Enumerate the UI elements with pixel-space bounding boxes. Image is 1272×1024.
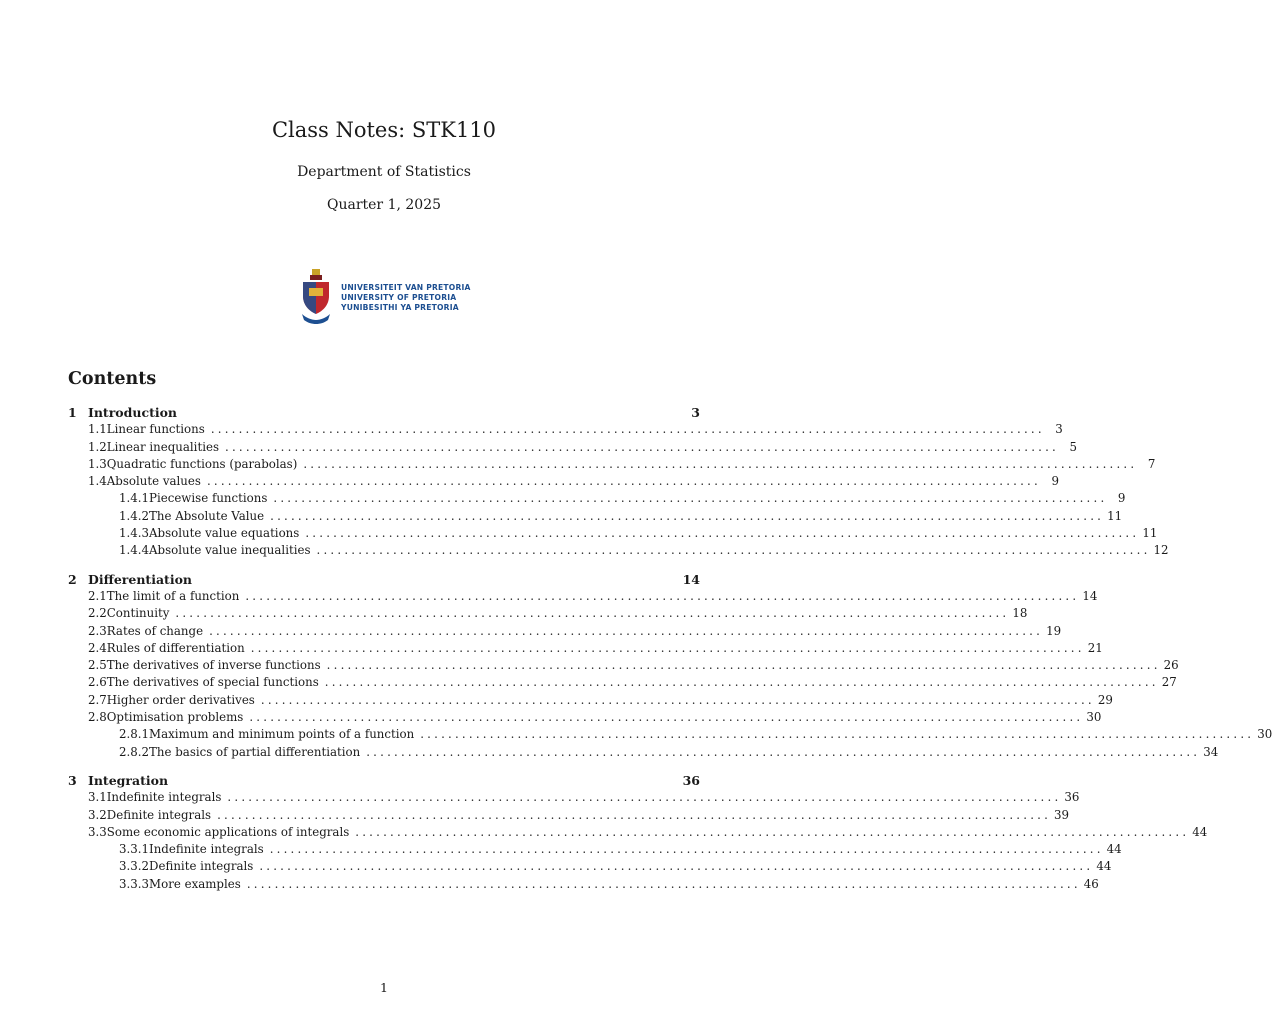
page-number: 1 bbox=[380, 980, 388, 995]
toc-entry-title: More examples bbox=[149, 876, 241, 891]
document-date: Quarter 1, 2025 bbox=[326, 197, 442, 213]
toc-chapter-1[interactable] bbox=[68, 404, 700, 421]
toc-page-number: 30 bbox=[1086, 710, 1102, 725]
toc-chapter-number: 3 bbox=[68, 772, 77, 788]
toc-entry[interactable]: 3.1 Indefinite integrals ........................................................................................................................ 36 bbox=[68, 789, 700, 806]
toc-entry-number: 1.1 bbox=[88, 422, 107, 437]
toc-entry-title: The Absolute Value bbox=[149, 508, 265, 523]
toc-entry-number: 2.7 bbox=[88, 692, 107, 707]
toc-page-number: 19 bbox=[1046, 623, 1062, 638]
toc-entry-title: Absolute value equations bbox=[149, 526, 300, 541]
toc-entry-number: 1.2 bbox=[88, 439, 107, 454]
toc-entry-number: 1.4.2 bbox=[119, 508, 150, 523]
toc-entry-number: 2.2 bbox=[88, 606, 107, 621]
toc-page-number: 14 bbox=[682, 571, 700, 587]
toc-page-number: 36 bbox=[682, 772, 700, 788]
department-name: Department of Statistics bbox=[297, 164, 471, 180]
toc-entry[interactable]: 2.2 Continuity ........................................................................................................................ 18 bbox=[68, 605, 700, 622]
logo-text-english: UNIVERSITY OF PRETORIA bbox=[341, 293, 457, 302]
toc-page-number: 21 bbox=[1087, 640, 1103, 655]
document-title: Class Notes: STK110 bbox=[271, 118, 497, 142]
toc-entry-title: The derivatives of special functions bbox=[106, 675, 319, 690]
toc-entry-number: 2.3 bbox=[88, 623, 107, 638]
toc-entry-title: Maximum and minimum points of a function bbox=[149, 727, 415, 742]
toc-entry-title: Some economic applications of integrals bbox=[106, 824, 350, 839]
toc-page-number: 18 bbox=[1012, 606, 1028, 621]
toc-entry-number: 2.6 bbox=[88, 675, 107, 690]
toc-entry[interactable]: 3.3 Some economic applications of integrals ........................................................................................................................ 44 bbox=[68, 824, 700, 841]
toc-entry[interactable]: 1.2 Linear inequalities ........................................................................................................................ 5 bbox=[68, 439, 700, 456]
toc-entry-number: 3.3.3 bbox=[119, 876, 150, 891]
toc-page-number: 9 bbox=[1051, 474, 1059, 489]
toc-page-number: 30 bbox=[1257, 727, 1272, 742]
toc-page-number: 11 bbox=[1142, 526, 1158, 541]
toc-entry-number: 3.3.2 bbox=[119, 859, 150, 874]
toc-entry[interactable]: 3.3.3 More examples ........................................................................................................................ 46 bbox=[68, 876, 700, 893]
toc-entry-number: 1.4 bbox=[88, 474, 107, 489]
toc-page-number: 46 bbox=[1083, 876, 1099, 891]
toc-entry-title: Linear functions bbox=[106, 422, 205, 437]
toc-entry-title: Continuity bbox=[106, 606, 170, 621]
toc-page-number: 27 bbox=[1161, 675, 1177, 690]
toc-page-number: 3 bbox=[691, 405, 700, 420]
toc-entry-title: Definite integrals bbox=[106, 807, 212, 822]
toc-entry-title: Definite integrals bbox=[149, 859, 254, 874]
toc-entry[interactable]: 1.4.4 Absolute value inequalities ........................................................................................................................ 12 bbox=[68, 542, 700, 559]
toc-page-number: 44 bbox=[1106, 842, 1122, 857]
toc-entry-number: 1.4.1 bbox=[119, 491, 150, 506]
toc-chapter-title: Introduction bbox=[88, 405, 178, 420]
toc-chapter-title: Integration bbox=[88, 772, 169, 788]
toc-entry[interactable]: 2.3 Rates of change ........................................................................................................................ 19 bbox=[68, 623, 700, 640]
toc-entry[interactable]: 1.4.3 Absolute value equations ........................................................................................................................ 11 bbox=[68, 525, 700, 542]
toc-page-number: 12 bbox=[1153, 543, 1169, 558]
toc-entry[interactable]: 2.6 The derivatives of special functions ........................................................................................................................ 27 bbox=[68, 674, 700, 691]
toc-entry[interactable]: 3.2 Definite integrals ........................................................................................................................ 39 bbox=[68, 807, 700, 824]
toc-entry[interactable]: 1.4 Absolute values ........................................................................................................................ 9 bbox=[68, 473, 700, 490]
toc-entry-title: Higher order derivatives bbox=[106, 692, 255, 707]
logo-text-sepedi: YUNIBESITHI YA PRETORIA bbox=[341, 303, 459, 312]
toc-entry[interactable]: 1.1 Linear functions ........................................................................................................................ 3 bbox=[68, 421, 700, 438]
toc-entry[interactable]: 2.5 The derivatives of inverse functions ........................................................................................................................ 26 bbox=[68, 657, 700, 674]
toc-page-number: 3 bbox=[1055, 422, 1063, 437]
toc-page-number: 7 bbox=[1147, 456, 1156, 471]
toc-entry-number: 2.4 bbox=[88, 640, 107, 655]
toc-page-number: 9 bbox=[1117, 491, 1126, 506]
toc-entry-title: Rates of change bbox=[106, 623, 204, 638]
toc-page-number: 44 bbox=[1096, 859, 1112, 874]
toc-entry-number: 2.8.2 bbox=[119, 744, 150, 759]
toc-entry[interactable]: 2.7 Higher order derivatives ........................................................................................................................ 29 bbox=[68, 692, 700, 709]
toc-entry-title: Absolute values bbox=[106, 474, 201, 489]
toc-entry-title: Piecewise functions bbox=[149, 491, 268, 506]
toc-entry-title: The basics of partial differentiation bbox=[149, 744, 361, 759]
toc-entry-title: Indefinite integrals bbox=[149, 842, 264, 857]
toc-entry-title: Absolute value inequalities bbox=[149, 543, 311, 558]
toc-entry-number: 2.5 bbox=[88, 658, 107, 673]
toc-entry-title: The derivatives of inverse functions bbox=[106, 658, 321, 673]
toc-page-number: 5 bbox=[1069, 439, 1078, 454]
toc-entry[interactable]: 2.8.1 Maximum and minimum points of a function ........................................................................................................................ 30 bbox=[68, 726, 700, 743]
toc-entry-title: The limit of a function bbox=[106, 588, 240, 603]
university-crest-icon bbox=[299, 268, 333, 328]
toc-entry-title: Linear inequalities bbox=[106, 439, 220, 454]
toc-page-number: 36 bbox=[1064, 790, 1080, 805]
toc-page-number: 44 bbox=[1192, 824, 1208, 839]
toc-chapter-number: 2 bbox=[68, 571, 77, 587]
toc-entry-number: 3.1 bbox=[88, 790, 107, 805]
toc-entry[interactable]: 3.3.2 Definite integrals ........................................................................................................................ 44 bbox=[68, 858, 700, 875]
toc-entry-title: Optimisation problems bbox=[106, 710, 244, 725]
contents-heading: Contents bbox=[68, 369, 157, 389]
toc-entry-number: 3.3.1 bbox=[119, 842, 150, 857]
toc-entry-title: Indefinite integrals bbox=[106, 790, 222, 805]
toc-entry-title: Quadratic functions (parabolas) bbox=[106, 456, 298, 471]
toc-entry[interactable]: 1.4.2 The Absolute Value ........................................................................................................................ 11 bbox=[68, 508, 700, 525]
logo-text-afrikaans: UNIVERSITEIT VAN PRETORIA bbox=[341, 283, 471, 292]
toc-chapter-3[interactable] bbox=[68, 772, 700, 789]
toc-entry-number: 2.8 bbox=[88, 710, 107, 725]
table-of-contents bbox=[68, 404, 1272, 893]
toc-chapter-title: Differentiation bbox=[88, 571, 192, 587]
toc-chapter-number: 1 bbox=[68, 405, 77, 420]
toc-entry-number: 1.4.4 bbox=[119, 543, 150, 558]
toc-page-number: 34 bbox=[1203, 744, 1219, 759]
toc-page-number: 26 bbox=[1163, 658, 1179, 673]
toc-entry[interactable]: 2.8.2 The basics of partial differentiation ........................................................................................................................ 34 bbox=[68, 744, 700, 761]
toc-entry-number: 2.1 bbox=[88, 588, 107, 603]
university-logo bbox=[299, 266, 477, 330]
toc-entry[interactable]: 2.8 Optimisation problems ........................................................................................................................ 30 bbox=[68, 709, 700, 726]
toc-page-number: 39 bbox=[1054, 807, 1070, 822]
toc-page-number: 14 bbox=[1082, 588, 1098, 603]
toc-entry-number: 2.8.1 bbox=[119, 727, 150, 742]
toc-entry-title: Rules of differentiation bbox=[106, 640, 245, 655]
toc-entry-number: 3.3 bbox=[88, 824, 107, 839]
toc-entry[interactable]: 1.4.1 Piecewise functions ........................................................................................................................ 9 bbox=[68, 490, 700, 507]
toc-entry-number: 3.2 bbox=[88, 807, 107, 822]
toc-page-number: 11 bbox=[1107, 508, 1123, 523]
toc-entry[interactable]: 2.4 Rules of differentiation ........................................................................................................................ 21 bbox=[68, 640, 700, 657]
toc-entry[interactable]: 2.1 The limit of a function ........................................................................................................................ 14 bbox=[68, 588, 700, 605]
toc-chapter-2[interactable] bbox=[68, 571, 700, 588]
toc-entry-number: 1.4.3 bbox=[119, 526, 150, 541]
toc-entry[interactable]: 1.3 Quadratic functions (parabolas) ........................................................................................................................ 7 bbox=[68, 456, 700, 473]
toc-entry[interactable]: 3.3.1 Indefinite integrals ........................................................................................................................ 44 bbox=[68, 841, 700, 858]
toc-entry-number: 1.3 bbox=[88, 456, 107, 471]
toc-page-number: 29 bbox=[1097, 692, 1113, 707]
